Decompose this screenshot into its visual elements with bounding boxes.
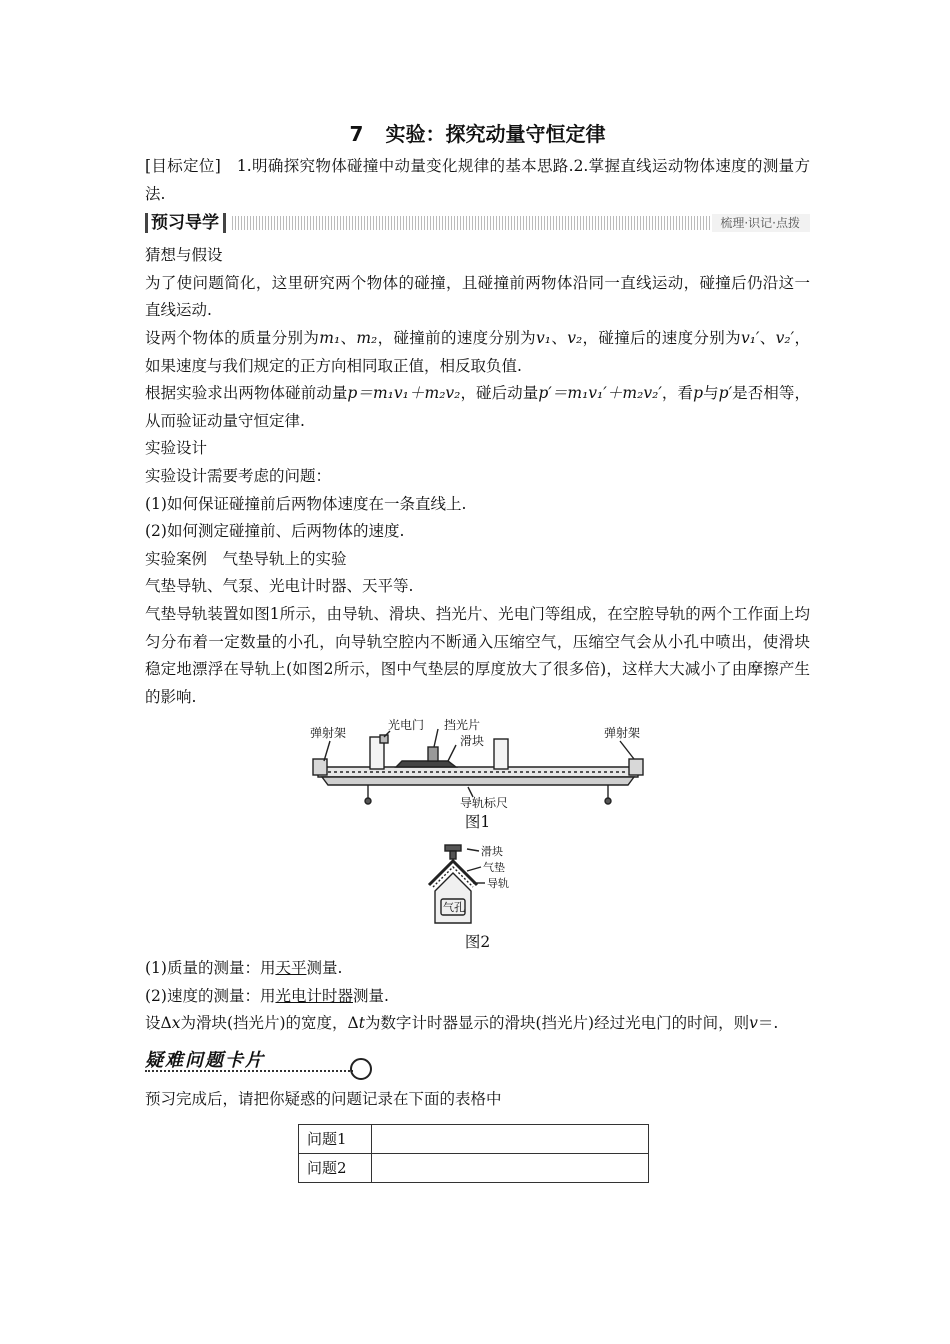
velocity-v1-prime: v₁′ [740,328,760,347]
answer-photogate-timer: 光电计时器 [275,986,353,1005]
text-run: 与 [703,384,719,403]
table-row [299,1124,649,1153]
mass-m1: m₁ [319,328,341,347]
text-run: 设两个物体的质量分别为 [145,328,320,347]
design-q1: (1)如何保证碰撞前后两物体速度在一条直线上. [145,494,467,513]
measure-speed [145,983,810,1011]
question-card-intro: 预习完成后，请把你疑惑的问题记录在下面的表格中 [145,1090,502,1109]
figure-2 [145,841,810,955]
question-label: 问题1 [299,1124,372,1153]
heading-design: 实验设计 [145,439,208,458]
text-run: ，碰后动量 [460,384,539,403]
question-card-label: 疑难问题卡片 [145,1050,265,1072]
banner-tag: 梳理·识记·点拨 [712,214,810,232]
label-fig2-hole: 气孔 [442,902,465,915]
text-run: ，碰撞后的速度分别为 [582,328,741,347]
air-track-diagram [308,717,648,809]
label-fig2-rail: 导轨 [486,878,509,891]
text-run: 测量. [352,986,389,1005]
figure-1-caption: 图1 [464,813,491,832]
page-title [145,118,810,147]
mass-m2: m₂ [356,328,378,347]
text-run: (2)速度的测量：用 [145,986,276,1005]
question-label: 问题2 [299,1153,372,1182]
text-run: 测量. [306,959,343,978]
heading-hypothesis: 猜想与假设 [145,246,223,265]
label-left-spring: 弹射架 [309,726,346,741]
design-description: 气垫导轨装置如图1所示，由导轨、滑块、挡光片、光电门等组成，在空腔导轨的两个工作面上均匀分布着一定数量的小孔，向导轨空腔内不断通入压缩空气，压缩空气会从小孔中喷出，使滑块稳定地漂浮在导轨上(如图2所示，图中气垫层的厚度放大了很多倍)，这样大大减小了由摩擦产生的影响. [145,604,810,706]
text-run: (1)质量的测量：用 [145,959,276,978]
table-row [299,1153,649,1182]
design-q2: (2)如何测定碰撞前、后两物体的速度. [145,522,405,541]
symbol-x: x [171,1014,181,1033]
design-equipment: 气垫导轨、气泵、光电计时器、天平等. [145,577,414,596]
figure-2-caption: 图2 [464,933,491,952]
text-run: 为滑块(挡光片)的宽度，Δ [180,1014,359,1033]
hypothesis-p3 [145,380,810,435]
label-slider: 滑块 [459,734,484,749]
page [145,118,810,1183]
question-answer-cell[interactable] [372,1124,649,1153]
text-run: 、 [551,328,568,347]
goal-label: [目标定位] [145,157,221,175]
hypothesis-p1: 为了使问题简化，这里研究两个物体的碰撞，且碰撞前两物体沿同一直线运动，碰撞后仍沿这一直线运动. [145,273,810,320]
velocity-v2-prime: v₂′ [775,328,795,347]
label-right-spring: 弹射架 [603,726,640,741]
symbol-v: v [749,1014,758,1033]
symbol-p: p [693,384,703,403]
measure-mass [145,955,810,983]
velocity-v2: v₂ [567,328,583,347]
text-run: 是否相等，从而验证动量守恒定律. [145,384,810,430]
question-answer-cell[interactable] [372,1153,649,1182]
goal-text: 1.明确探究物体碰撞中动量变化规律的基本思路.2.掌握直线运动物体速度的测量方法. [145,157,810,203]
ring-icon [350,1058,372,1080]
text-run: 为数字计时器显示的滑块(挡光片)经过光电门的时间，则 [364,1014,750,1033]
text-run: 设Δ [145,1014,172,1033]
label-scale: 导轨标尺 [459,796,508,810]
formula-p: p＝m₁v₁＋m₂v₂ [347,384,461,403]
hypothesis-p2 [145,325,810,380]
answer-balance: 天平 [275,959,307,978]
goal-paragraph [145,153,810,208]
figure-1 [145,717,810,835]
text-run: ，碰撞前的速度分别为 [377,328,537,347]
title-number: 7 [349,122,364,146]
measure-definition [145,1010,810,1038]
question-table [298,1124,649,1183]
preview-banner [145,210,810,236]
text-run: ＝. [757,1014,779,1033]
label-shade: 挡光片 [443,718,480,733]
banner-label: 预习导学 [145,213,226,233]
design-intro: 实验设计需要考虑的问题： [145,466,332,485]
text-run: ，如果速度与我们规定的正方向相同取正值，相反取负值. [145,328,810,375]
symbol-t: t [358,1014,365,1033]
formula-p-prime: p′＝m₁v₁′＋m₂v₂′ [538,384,662,403]
question-card-header [145,1044,810,1080]
text-run: 根据实验求出两物体碰前动量 [145,384,348,403]
air-cushion-diagram [423,841,533,929]
label-fig2-cushion: 气垫 [482,862,505,875]
text-run: 、 [759,328,776,347]
label-gate: 光电门 [387,718,424,733]
text-run: ，看 [661,384,694,403]
text-run: 、 [340,328,357,347]
title-text: 实验：探究动量守恒定律 [385,122,606,146]
symbol-p-prime: p′ [718,384,733,403]
label-fig2-slider: 滑块 [480,846,503,859]
velocity-v1: v₁ [536,328,552,347]
dotted-line [145,1070,353,1072]
design-case: 实验案例 气垫导轨上的实验 [145,549,347,568]
